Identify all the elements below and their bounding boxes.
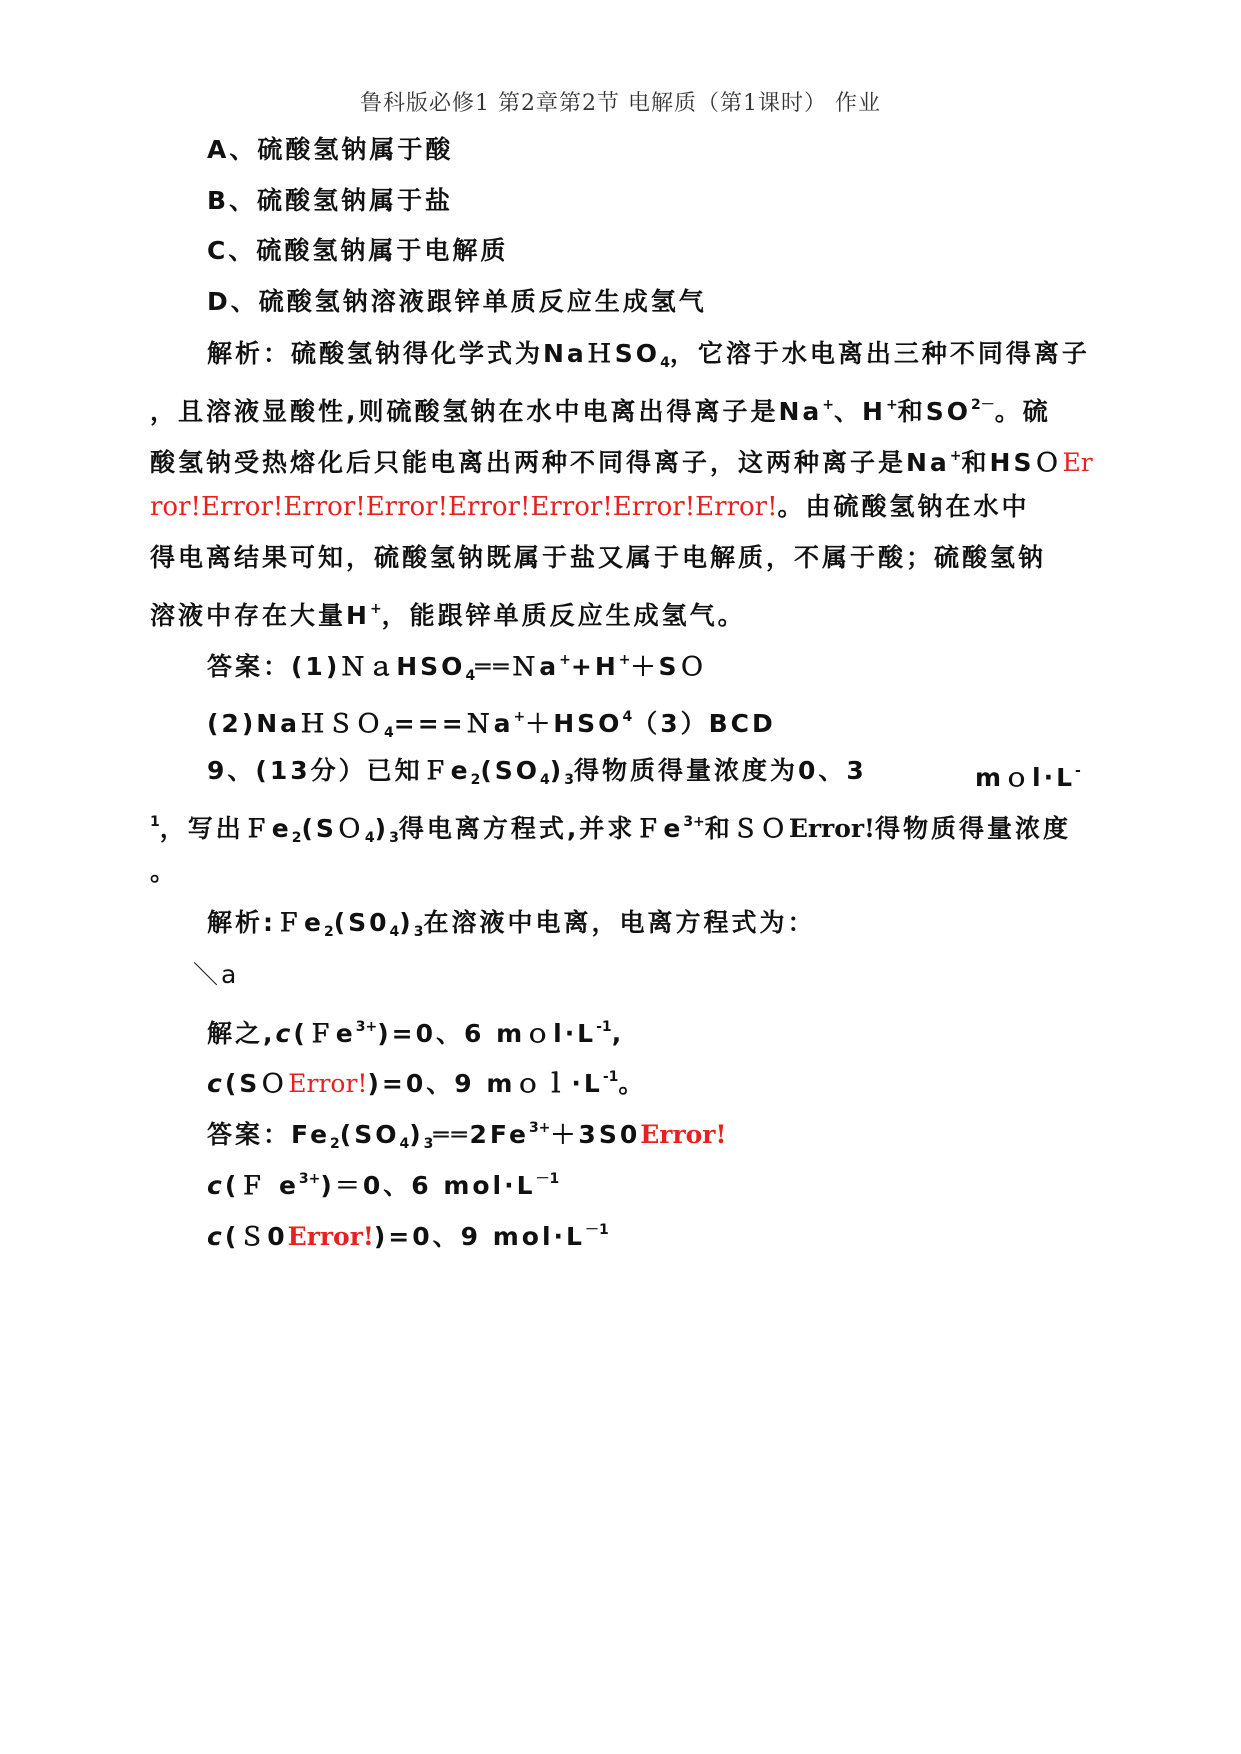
error-text: Error! [287, 1222, 374, 1251]
question9-unit: mｏl·L- [975, 763, 1081, 792]
option-b: B、硫酸氢钠属于盐 [207, 186, 454, 215]
error-text: Error! [640, 1120, 727, 1149]
answer2-line3: c(Ｓ0Error!)=0、9 $mol\cdot L^{-1}$ [207, 1222, 609, 1251]
answer1-line1: 答案：(1)ＮａHSO$_4$══Ｎa++H+＋SＯ [207, 652, 708, 684]
answer2-line1: 答案：$Fe_2(SO_4)_3══2Fe^{3+}+3S0Error$! [207, 1120, 727, 1152]
analysis2-line1: 解析$:Fe_2(S0_4)_3$在溶液中电离，电离方程式为： [207, 908, 816, 940]
error-text: Error! [288, 1069, 368, 1098]
analysis2-line4: c(SＯError!)=0、9 $mol\cdot L^{-1}$。 [207, 1069, 647, 1098]
analysis1-line3: 酸氢钠受热熔化后只能电离出两种不同得离子，这两种离子是Na+和HSＯEr [150, 448, 1093, 477]
option-d: D、硫酸氢钠溶液跟锌单质反应生成氢气 [207, 287, 707, 316]
analysis1-line1: 解析：硫酸氢钠得化学式为NaＨSO$_4$，它溶于水电离出三种不同得离子 [207, 339, 1090, 371]
error-text: Error! [788, 814, 876, 843]
analysis1-line5: 得电离结果可知，硫酸氢钠既属于盐又属于电解质，不属于酸；硫酸氢钠 [150, 543, 1047, 572]
question9-line1: 9、(13分）已知$Fe_2(SO_4)_3$得物质得量浓度为0、3 [207, 756, 867, 788]
page-header: 鲁科版必修1 第2章第2节 电解质（第1课时） 作业 [360, 91, 881, 116]
error-text: ror!Error!Error!Error!Error!Error!Error!Error! [150, 492, 778, 522]
question9-line3: 。 [150, 857, 179, 886]
analysis1-line2: ，且溶液显酸性,则硫酸氢钠在水中电离出得离子是Na+、H+和$SO^{2-}$。硫 [150, 397, 1051, 426]
analysis2-line2: ＼a [193, 960, 240, 989]
analysis1-line4: ror!Error!Error!Error!Error!Error!Error!Error!。由硫酸氢钠在水中 [150, 492, 1030, 522]
option-a: A、硫酸氢钠属于酸 [207, 135, 454, 164]
error-text: Er [1062, 448, 1093, 477]
analysis1-line6: 溶液中存在大量H+，能跟锌单质反应生成氢气。 [150, 601, 746, 630]
answer1-line2: $(2)NaHSO_4===Na^++HSO^4(3)BCD$ [207, 709, 776, 741]
answer2-line2: c(Ｆ $e^{3+})=0$、6 $mol\cdot L^{-1}$ [207, 1171, 560, 1200]
question9-line2: $^1$，写出$Fe_2(SO_4)_3$得电离方程式,并求Ｆe$^{3+}$和ＳＯError!得物质得量浓度 [150, 814, 1072, 846]
option-c: C、硫酸氢钠属于电解质 [207, 236, 509, 265]
analysis2-line3: 解之,c(Ｆe$^{3+}$)=0、6 $mol\cdot L^{-1}$, [207, 1019, 625, 1048]
